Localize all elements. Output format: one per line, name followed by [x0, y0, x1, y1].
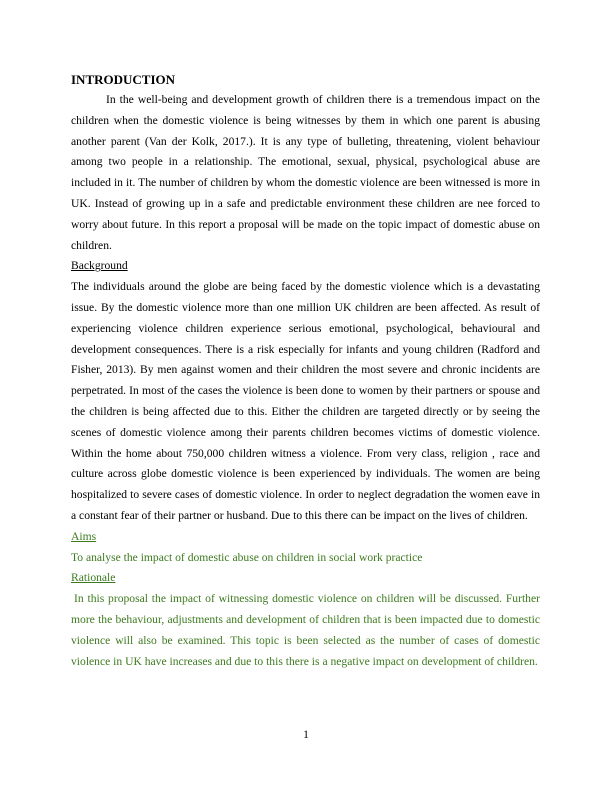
rationale-paragraph: In this proposal the impact of witnessing domestic violence on children will be discussed. Further more the behaviour, adjustments and development of children that is been impacted due to domestic violence will also be examined. This topic is been selected as the number of cases of domestic violence in UK have increases and due to this there is a negative impact on development of children. — [71, 592, 540, 668]
aims-text: To analyse the impact of domestic abuse on children in social work practice — [71, 550, 423, 564]
background-heading: Background — [71, 259, 128, 273]
page-title: INTRODUCTION — [71, 72, 176, 87]
aims-heading: Aims — [71, 529, 97, 543]
page-number: 1 — [303, 728, 309, 741]
rationale-heading: Rationale — [71, 571, 116, 585]
intro-paragraph: In the well-being and development growth of children there is a tremendous impact on the children when the domestic violence is being witnesses by them in which one parent is abusing another parent (Van der Kolk, 2017.). It is any type of bulleting, threatening, violent behaviour among two people in a relationship. The emotional, sexual, physical, psychological abuse are included in it. The number of children by whom the domestic violence are been witnessed is more in UK. Instead of growing up in a safe and predictable environment these children are nee forced to worry about future. In this report a proposal will be made on the topic impact of domestic abuse on children. — [71, 93, 540, 252]
document-body — [71, 71, 540, 672]
background-paragraph: The individuals around the globe are being faced by the domestic violence which is a devastating issue. By the domestic violence more than one million UK children are been affected. As result of experiencing violence children experience serious emotional, psychological, behavioural and development consequences. There is a risk especially for infants and young children (Radford and Fisher, 2013). By men against women and their children the most severe and chronic incidents are perpetrated. In most of the cases the violence is been done to women by their partners or spouse and the children is being affected due to this. Either the children are targeted directly or by seeing the scenes of domestic violence among their parents children becomes victims of domestic violence. Within the home about 750,000 children witness a violence. From very class, religion , race and culture across globe domestic violence is been experienced by individuals. The women are being hospitalized to severe cases of domestic violence. In order to neglect degradation the women eave in a constant fear of their partner or husband. Due to this there can be impact on the lives of children. — [71, 280, 540, 522]
